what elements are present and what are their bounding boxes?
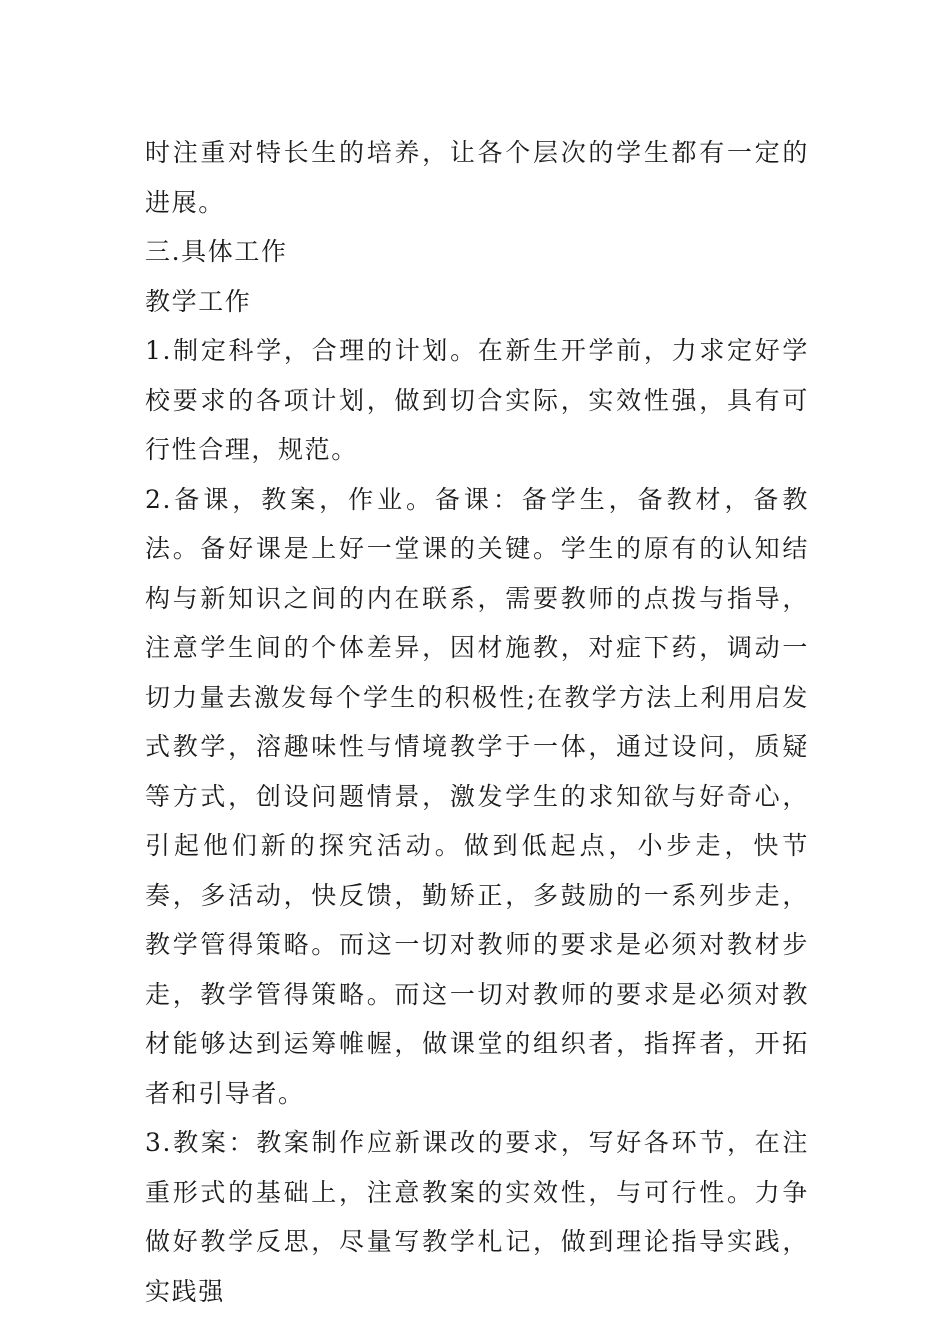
paragraph-item-1: 1.制定科学，合理的计划。在新生开学前，力求定好学校要求的各项计划，做到切合实际，实效性强，具有可行性合理，规范。 (145, 336, 809, 464)
paragraph-item-2: 2.备课，教案，作业。备课：备学生，备教材，备教法。备好课是上好一堂课的关键。学生的原有的认知结构与新知识之间的内在联系，需要教师的点拨与指导，注意学生间的个体差异，因材施教，对症下药，调动一切力量去激发每个学生的积极性;在教学方法上利用启发式教学，溶趣味性与情境教学于一体，通过设问，质疑等方式，创设问题情景，激发学生的求知欲与好奇心，引起他们新的探究活动。做到低起点，小步走，快节奏，多活动，快反馈，勤矫正，多鼓励的一系列步走，教学管得策略。而这一切对教师的要求是必须对教材步走，教学管得策略。而这一切对教师的要求是必须对教材能够达到运筹帷幄，做课堂的组织者，指挥者，开拓者和引导者。 (145, 484, 809, 1108)
section-heading: 三.具体工作 (145, 237, 288, 266)
paragraph-continuation: 时注重对特长生的培养，让各个层次的学生都有一定的进展。 (145, 138, 809, 217)
paragraph-item-3: 3.教案：教案制作应新课改的要求，写好各环节，在注重形式的基础上，注意教案的实效性，与可行性。力争做好教学反思，尽量写教学札记，做到理论指导实践，实践强 (145, 1128, 809, 1306)
subsection-heading: 教学工作 (145, 286, 252, 316)
document-body (145, 128, 809, 1316)
